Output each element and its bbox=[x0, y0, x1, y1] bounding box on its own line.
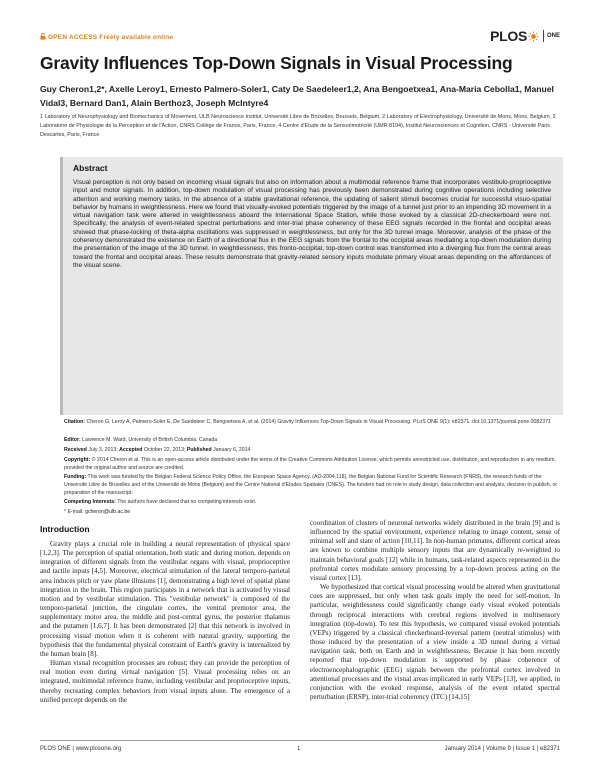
citation-label: Citation: bbox=[64, 419, 86, 425]
intro-paragraph-1: Gravity plays a crucial role in building a neural representation of physical space [1,2,3]. The perception of spatial orientation, both static and during motion, depends on integration of different signals from the vestibular organs with visual, proprioceptive and tactile inputs [4,5]. Moreover, electrical stimulation of the lateral temporo-parietal area induces pitch or yaw plane illusions [1], demonstrating a high level of spatial plane integration in the brain. This region participates in a network that is activated by visual motion and by vestibular stimulation. This "vestibular network" is composed of the temporo-parietal junction, the cingulate cortex, the ventral premotor area, the supplementary motor area, the middle and post-central gyrus, the posterior thalamus and the putamen [1,6,7]. It has been demonstrated [2] that this network is involved in processing visual motion when it is coherent with natural gravity, supporting the hypothesis that the fundamental physical constraint of Earth's gravity is internalized by the human brain [8]. bbox=[40, 540, 290, 658]
copyright-text: © 2014 Cheron et al. This is an open-access article distributed under the terms of the Creative Commons Attribution License, which permits unrestricted use, distribution, and reproduction in any medium, provided the original author and source are credited. bbox=[64, 457, 556, 471]
funding-label: Funding: bbox=[64, 474, 87, 480]
affiliations: 1 Laboratory of Neurophysiology and Biomechanics of Movement, ULB Neuroscience Institut, Université Libre de Bruxelles, Brussels, Belgium, 2 Laboratory of Electrophysiology, Université de Mons, Mons, Belgium, 3 Laboratoire de Physiologie de la Perception et de l'Action, CNRS Collège de France, Paris, France, 4 Centre d'Etude de la Sensorimotricité (UMR 8194), Institut Neurosciences et Cognition, CNRS - Université Paris Descartes, Paris, France bbox=[40, 114, 556, 138]
editor-label: Editor: bbox=[64, 437, 81, 443]
sun-icon bbox=[528, 31, 539, 42]
abstract-text: Visual perception is not only based on incoming visual signals but also on information about a multimodal reference frame that incorporates vestibulo-proprioceptive input and motor signals. In addition, top-down modulation of visual processing has previously been demonstrated during cognitive operations including selective attention and working memory tasks. In the absence of a stable gravitational reference, the updating of salient stimuli becomes crucial for successful visuo-spatial behavior by humans in weightlessness. Here we found that visually-evoked potentials triggered by the image of a tunnel just prior to an impending 3D movement in a virtual navigation task were altered in weightlessness aboard the International Space Station, while those evoked by a classical 2D-checkerboard were not. Specifically, the analysis of event-related spectral perturbations and inter-trial phase coherency of these EEG signals recorded in the frontal and occipital areas showed that phase-locking of theta-alpha oscillations was suppressed in weightlessness, but only for the 3D tunnel image. Moreover, analysis of the phase of the coherency demonstrated the existence on Earth of a directional flux in the EEG signals from the frontal to the occipital areas mediating a top-down modulation during the presentation of the image of the 3D tunnel. In weightlessness, this fronto-occipital, top-down control was transformed into a diverging flux from the central areas toward the frontal and occipital areas. These results demonstrate that gravity-related sensory inputs modulate primary visual areas depending on the affordances of the visual scene. bbox=[73, 179, 551, 269]
logo-text: PLOS bbox=[490, 28, 527, 44]
article-title: Gravity Influences Top-Down Signals in Visual Processing bbox=[40, 53, 513, 73]
dates bbox=[64, 447, 560, 455]
editor-text: Lawrence M. Ward, University of British Columbia, Canada bbox=[82, 437, 218, 443]
footer-issue: January 2014 | Volume 9 | Issue 1 | e82371 bbox=[444, 746, 560, 752]
accepted-label: Accepted bbox=[119, 447, 143, 453]
published-label: Published bbox=[186, 447, 212, 453]
accepted-date: October 22, 2013; bbox=[143, 447, 186, 453]
competing-label: Competing Interests: bbox=[64, 499, 116, 505]
abstract-heading: Abstract bbox=[73, 163, 108, 173]
published-date: January 6, 2014 bbox=[213, 447, 251, 453]
received-label: Received bbox=[64, 447, 87, 453]
competing-text: The authors have declared that no competing interests exist. bbox=[117, 499, 257, 505]
author-list: Guy Cheron1,2*, Axelle Leroy1, Ernesto Palmero-Soler1, Caty De Saedeleer1,2, Ana Bengoetxea1, Ana-Maria Cebolla1, Manuel Vidal3, Bernard Dan1, Alain Berthoz3, Joseph McIntyre4 bbox=[40, 84, 554, 108]
funding-text: This work was funded by the Belgian Federal Science Policy Office, the European Space Agency, (AO-2004,118), the Belgian National Fund for Scientific Research (FNRS), the research funds of the Université Libre de Bruxelles and of the Université de Mons (Belgium) and the Centre National d'Etudes Spatiales (CNES). The funders had no role in study design, data collection and analysis, decision to publish, or preparation of the manuscript. bbox=[64, 474, 558, 496]
open-lock-icon bbox=[40, 33, 46, 40]
citation bbox=[64, 419, 560, 427]
editor bbox=[64, 437, 560, 445]
citation-text: Cheron G, Leroy A, Palmero-Soler E, De Saedeleer C, Bengoetxea A, et al. (2014) Gravity Influences Top-Down Signals in Visual Processing. PLoS ONE 9(1): e82371. doi:10.1371/journal.pone.0082371 bbox=[86, 419, 551, 425]
logo-divider bbox=[543, 30, 544, 42]
email bbox=[64, 509, 560, 517]
open-access-banner bbox=[40, 33, 173, 41]
funding bbox=[64, 474, 560, 497]
competing-interests bbox=[64, 499, 560, 507]
copyright bbox=[64, 457, 560, 473]
copyright-label: Copyright: bbox=[64, 457, 91, 463]
left-column bbox=[40, 540, 290, 705]
footer-divider bbox=[40, 740, 560, 741]
intro-paragraph-3: coordination of clusters of neuronal networks widely distributed in the brain [9] and is influenced by the spatial environment, experience relating to image content, sense of minimal self and state of action [10,11]. In non-human primates, different cortical areas are known to combine multiple sensory inputs that are dynamically re-weighted to maintain behavioral goals [12] while in humans, task-related aspects represented in the prefrontal cortex modulate sensory processing by a top-down process acting on the visual cortex [13]. bbox=[310, 519, 560, 582]
intro-paragraph-2: Human visual recognition processes are robust; they can provide the perception of real motion even during virtual navigation [5]. Visual processing relies on an integrated, multimodal reference frame, including vestibular and proprioceptive inputs, thereby recreating complex behaviors from visual inputs alone. The emergence of a unified percept depends on the bbox=[40, 659, 290, 704]
received-date: July 3, 2013; bbox=[88, 447, 118, 453]
right-column bbox=[310, 519, 560, 702]
open-access-text: OPEN ACCESS Freely available online bbox=[48, 34, 174, 41]
page-number: 1 bbox=[297, 746, 301, 752]
plos-one-logo bbox=[490, 28, 560, 44]
email-label: * E-mail: bbox=[64, 509, 84, 515]
introduction-heading: Introduction bbox=[40, 524, 90, 534]
email-link[interactable]: gcheron@ulb.ac.be bbox=[85, 509, 131, 515]
logo-sub: ONE bbox=[546, 33, 560, 39]
footer-journal: PLOS ONE | www.plosone.org bbox=[40, 746, 122, 752]
intro-paragraph-4: We hypothesized that cortical visual processing would be altered when gravitational cues are suppressed, but only when task goals imply the need for self-motion. In particular, weightlessness could significantly change early visual evoked potentials through reciprocal interactions with cerebral regions involved in multisensory integration (top-down). To test this hypothesis, we compared visual evoked potentials (VEPs) triggered by a classical checkerboard-reversal pattern (neutral stimulus) with those induced by the presentation of a view inside a 3D tunnel during a virtual navigation task, both on Earth and in weightlessness. Because it has been recently reported that top-down modulation is supported by phase coherence of electroencephalographic (EEG) signals between the prefrontal cortex involved in attentional processes and the visual areas implicated in early VEPs [13], we applied, in conjunction with the evoked response, analysis of the event related spectral perturbation (ERSP), inter-trial coherency (ITC) [14,15] bbox=[310, 583, 560, 701]
